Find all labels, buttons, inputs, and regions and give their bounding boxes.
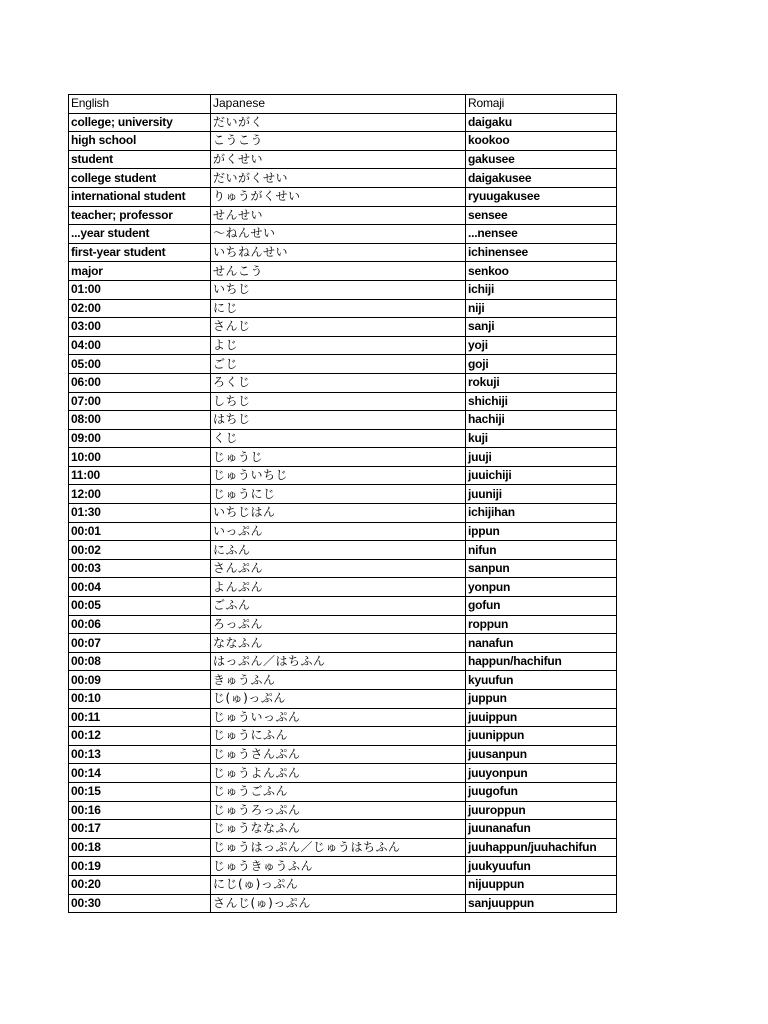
cell-japanese: にふん xyxy=(211,541,466,560)
table-row xyxy=(69,597,617,616)
cell-english: 00:10 xyxy=(69,690,211,709)
cell-japanese: じゅうよんぷん xyxy=(211,764,466,783)
cell-japanese: じゅうごふん xyxy=(211,782,466,801)
table-row xyxy=(69,466,617,485)
table-row xyxy=(69,355,617,374)
table-row xyxy=(69,857,617,876)
table-row xyxy=(69,801,617,820)
table-row xyxy=(69,150,617,169)
cell-japanese: じゅうにじ xyxy=(211,485,466,504)
table-row xyxy=(69,113,617,132)
cell-romaji: juusanpun xyxy=(466,745,617,764)
cell-romaji: hachiji xyxy=(466,411,617,430)
cell-japanese: ごふん xyxy=(211,597,466,616)
table-row xyxy=(69,373,617,392)
cell-japanese: はちじ xyxy=(211,411,466,430)
cell-romaji: sanpun xyxy=(466,559,617,578)
cell-english: major xyxy=(69,262,211,281)
cell-english: 00:09 xyxy=(69,671,211,690)
table-row xyxy=(69,392,617,411)
cell-english: 05:00 xyxy=(69,355,211,374)
cell-japanese: きゅうふん xyxy=(211,671,466,690)
cell-japanese: いちじはん xyxy=(211,504,466,523)
cell-english: 00:16 xyxy=(69,801,211,820)
table-row xyxy=(69,764,617,783)
cell-japanese: じ(ゅ)っぷん xyxy=(211,690,466,709)
cell-romaji: roppun xyxy=(466,615,617,634)
cell-romaji: ...nensee xyxy=(466,225,617,244)
cell-japanese: にじ xyxy=(211,299,466,318)
table-row xyxy=(69,875,617,894)
cell-japanese: いちじ xyxy=(211,280,466,299)
table-row xyxy=(69,559,617,578)
cell-japanese: だいがく xyxy=(211,113,466,132)
cell-english: 04:00 xyxy=(69,336,211,355)
table-row xyxy=(69,690,617,709)
table-row xyxy=(69,169,617,188)
vocabulary-table xyxy=(68,94,617,913)
cell-japanese: ろくじ xyxy=(211,373,466,392)
cell-romaji: kookoo xyxy=(466,132,617,151)
cell-japanese: こうこう xyxy=(211,132,466,151)
cell-english: 02:00 xyxy=(69,299,211,318)
cell-japanese: いちねんせい xyxy=(211,243,466,262)
cell-english: 00:17 xyxy=(69,820,211,839)
cell-english: college; university xyxy=(69,113,211,132)
table-row xyxy=(69,838,617,857)
cell-romaji: juuichiji xyxy=(466,466,617,485)
cell-english: 12:00 xyxy=(69,485,211,504)
cell-romaji: juuroppun xyxy=(466,801,617,820)
table-row xyxy=(69,615,617,634)
cell-japanese: せんこう xyxy=(211,262,466,281)
cell-romaji: sanjuuppun xyxy=(466,894,617,913)
table-row xyxy=(69,225,617,244)
cell-romaji: ryuugakusee xyxy=(466,187,617,206)
table-row xyxy=(69,782,617,801)
cell-romaji: kuji xyxy=(466,429,617,448)
cell-english: 00:12 xyxy=(69,727,211,746)
table-row xyxy=(69,262,617,281)
cell-english: 01:00 xyxy=(69,280,211,299)
table-row xyxy=(69,708,617,727)
cell-romaji: ichinensee xyxy=(466,243,617,262)
cell-japanese: にじ(ゅ)っぷん xyxy=(211,875,466,894)
cell-english: 00:06 xyxy=(69,615,211,634)
cell-english: 00:01 xyxy=(69,522,211,541)
cell-romaji: happun/hachifun xyxy=(466,652,617,671)
cell-japanese: いっぷん xyxy=(211,522,466,541)
cell-romaji: yoji xyxy=(466,336,617,355)
cell-japanese: ろっぷん xyxy=(211,615,466,634)
cell-english: 00:07 xyxy=(69,634,211,653)
cell-romaji: juukyuufun xyxy=(466,857,617,876)
cell-japanese: だいがくせい xyxy=(211,169,466,188)
cell-romaji: ichijihan xyxy=(466,504,617,523)
cell-english: 00:08 xyxy=(69,652,211,671)
table-row xyxy=(69,336,617,355)
cell-japanese: よじ xyxy=(211,336,466,355)
cell-romaji: nifun xyxy=(466,541,617,560)
cell-english: 09:00 xyxy=(69,429,211,448)
cell-romaji: sensee xyxy=(466,206,617,225)
cell-japanese: じゅうじ xyxy=(211,448,466,467)
cell-english: 11:00 xyxy=(69,466,211,485)
cell-japanese: じゅういちじ xyxy=(211,466,466,485)
cell-romaji: gofun xyxy=(466,597,617,616)
cell-romaji: nijuuppun xyxy=(466,875,617,894)
cell-english: international student xyxy=(69,187,211,206)
cell-english: 00:19 xyxy=(69,857,211,876)
table-row xyxy=(69,578,617,597)
table-row xyxy=(69,448,617,467)
cell-japanese: じゅうろっぷん xyxy=(211,801,466,820)
table-row xyxy=(69,541,617,560)
cell-japanese: じゅうななふん xyxy=(211,820,466,839)
table-row xyxy=(69,634,617,653)
cell-romaji: daigakusee xyxy=(466,169,617,188)
cell-japanese: じゅうはっぷん／じゅうはちふん xyxy=(211,838,466,857)
table-row xyxy=(69,745,617,764)
table-row xyxy=(69,318,617,337)
cell-romaji: shichiji xyxy=(466,392,617,411)
cell-japanese: じゅうにふん xyxy=(211,727,466,746)
cell-romaji: juunippun xyxy=(466,727,617,746)
cell-romaji: ippun xyxy=(466,522,617,541)
cell-english: 00:05 xyxy=(69,597,211,616)
cell-romaji: rokuji xyxy=(466,373,617,392)
vocabulary-table-body xyxy=(69,95,617,913)
cell-english: 00:15 xyxy=(69,782,211,801)
table-row xyxy=(69,243,617,262)
cell-english: 00:02 xyxy=(69,541,211,560)
cell-romaji: juuippun xyxy=(466,708,617,727)
cell-japanese: しちじ xyxy=(211,392,466,411)
cell-japanese: じゅういっぷん xyxy=(211,708,466,727)
table-header-row xyxy=(69,95,617,114)
cell-english: 00:20 xyxy=(69,875,211,894)
cell-japanese: さんじ(ゅ)っぷん xyxy=(211,894,466,913)
cell-japanese: はっぷん／はちふん xyxy=(211,652,466,671)
cell-romaji: juunanafun xyxy=(466,820,617,839)
cell-romaji: goji xyxy=(466,355,617,374)
header-english: English xyxy=(69,95,211,114)
cell-romaji: ichiji xyxy=(466,280,617,299)
cell-japanese: よんぷん xyxy=(211,578,466,597)
cell-japanese: じゅうきゅうふん xyxy=(211,857,466,876)
cell-romaji: sanji xyxy=(466,318,617,337)
table-row xyxy=(69,280,617,299)
table-row xyxy=(69,652,617,671)
table-row xyxy=(69,132,617,151)
table-row xyxy=(69,485,617,504)
cell-japanese: りゅうがくせい xyxy=(211,187,466,206)
cell-romaji: juugofun xyxy=(466,782,617,801)
table-row xyxy=(69,504,617,523)
cell-japanese: ごじ xyxy=(211,355,466,374)
table-row xyxy=(69,206,617,225)
cell-english: 01:30 xyxy=(69,504,211,523)
cell-japanese: がくせい xyxy=(211,150,466,169)
cell-romaji: juuyonpun xyxy=(466,764,617,783)
cell-romaji: juuji xyxy=(466,448,617,467)
cell-english: first-year student xyxy=(69,243,211,262)
cell-japanese: さんぷん xyxy=(211,559,466,578)
cell-english: 00:11 xyxy=(69,708,211,727)
cell-english: college student xyxy=(69,169,211,188)
table-row xyxy=(69,411,617,430)
header-romaji: Romaji xyxy=(466,95,617,114)
cell-japanese: ななふん xyxy=(211,634,466,653)
header-japanese: Japanese xyxy=(211,95,466,114)
cell-japanese: じゅうさんぷん xyxy=(211,745,466,764)
cell-romaji: juuniji xyxy=(466,485,617,504)
table-row xyxy=(69,299,617,318)
cell-japanese: さんじ xyxy=(211,318,466,337)
cell-romaji: gakusee xyxy=(466,150,617,169)
cell-japanese: せんせい xyxy=(211,206,466,225)
cell-romaji: kyuufun xyxy=(466,671,617,690)
cell-romaji: juppun xyxy=(466,690,617,709)
cell-english: 10:00 xyxy=(69,448,211,467)
cell-english: ...year student xyxy=(69,225,211,244)
table-row xyxy=(69,429,617,448)
cell-romaji: juuhappun/juuhachifun xyxy=(466,838,617,857)
cell-japanese: 〜ねんせい xyxy=(211,225,466,244)
cell-english: 07:00 xyxy=(69,392,211,411)
cell-english: 00:14 xyxy=(69,764,211,783)
table-row xyxy=(69,894,617,913)
cell-english: student xyxy=(69,150,211,169)
table-row xyxy=(69,820,617,839)
table-row xyxy=(69,522,617,541)
cell-japanese: くじ xyxy=(211,429,466,448)
cell-romaji: niji xyxy=(466,299,617,318)
cell-english: 00:30 xyxy=(69,894,211,913)
cell-english: teacher; professor xyxy=(69,206,211,225)
table-row xyxy=(69,727,617,746)
cell-romaji: senkoo xyxy=(466,262,617,281)
cell-romaji: yonpun xyxy=(466,578,617,597)
cell-romaji: daigaku xyxy=(466,113,617,132)
cell-english: 08:00 xyxy=(69,411,211,430)
cell-english: 00:04 xyxy=(69,578,211,597)
cell-english: 06:00 xyxy=(69,373,211,392)
table-row xyxy=(69,671,617,690)
cell-romaji: nanafun xyxy=(466,634,617,653)
cell-english: 00:03 xyxy=(69,559,211,578)
cell-english: 00:13 xyxy=(69,745,211,764)
cell-english: 03:00 xyxy=(69,318,211,337)
table-row xyxy=(69,187,617,206)
cell-english: high school xyxy=(69,132,211,151)
cell-english: 00:18 xyxy=(69,838,211,857)
